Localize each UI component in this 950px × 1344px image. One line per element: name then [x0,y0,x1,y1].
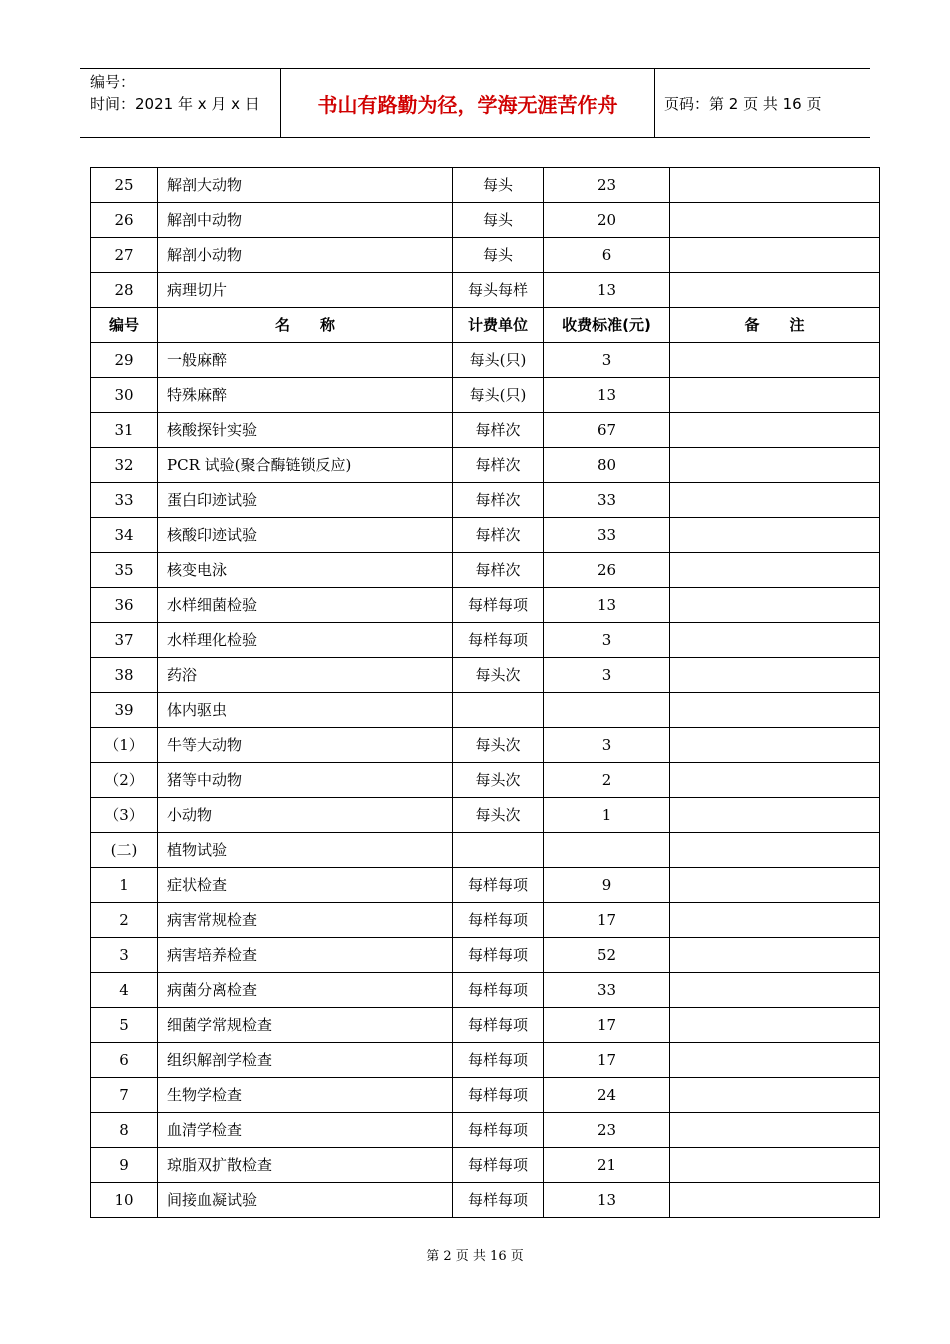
row-remark [670,728,880,763]
row-remark [670,938,880,973]
row-remark [670,798,880,833]
row-name: 血清学检查 [158,1113,453,1148]
row-fee: 23 [544,168,670,203]
table-row [91,728,880,763]
row-name: 小动物 [158,798,453,833]
column-header-row [91,308,880,343]
row-fee: 52 [544,938,670,973]
row-name: 病害培养检查 [158,938,453,973]
row-num: 1 [91,868,158,903]
row-name: 核酸探针实验 [158,413,453,448]
table-row [91,168,880,203]
row-num: 26 [91,203,158,238]
row-name: 生物学检查 [158,1078,453,1113]
row-fee: 21 [544,1148,670,1183]
table-row [91,1043,880,1078]
row-name: 蛋白印迹试验 [158,483,453,518]
table-row [91,658,880,693]
row-name: 细菌学常规检查 [158,1008,453,1043]
row-remark [670,868,880,903]
row-name: 水样理化检验 [158,623,453,658]
row-name: 牛等大动物 [158,728,453,763]
row-unit: 每头次 [453,658,544,693]
row-unit: 每样每项 [453,938,544,973]
row-fee: 13 [544,588,670,623]
table-row [91,273,880,308]
row-name: 解剖中动物 [158,203,453,238]
row-fee: 1 [544,798,670,833]
table-row [91,518,880,553]
row-name: PCR 试验(聚合酶链锁反应) [158,448,453,483]
row-remark [670,203,880,238]
row-fee: 13 [544,378,670,413]
row-num: 10 [91,1183,158,1218]
table-row [91,833,880,868]
row-name: 解剖大动物 [158,168,453,203]
row-unit: 每头次 [453,798,544,833]
row-unit: 每样次 [453,518,544,553]
table-row [91,553,880,588]
table-row [91,623,880,658]
row-remark [670,623,880,658]
row-fee: 3 [544,343,670,378]
row-name: 体内驱虫 [158,693,453,728]
row-fee: 20 [544,203,670,238]
row-num: 25 [91,168,158,203]
table-row [91,238,880,273]
table-row [91,903,880,938]
row-name: 特殊麻醉 [158,378,453,413]
row-num: （3） [91,798,158,833]
row-num: 36 [91,588,158,623]
table-row [91,973,880,1008]
row-remark [670,833,880,868]
row-unit: 每样每项 [453,1008,544,1043]
row-fee: 33 [544,518,670,553]
row-name: 症状检查 [158,868,453,903]
row-num: 32 [91,448,158,483]
row-fee: 13 [544,1183,670,1218]
row-fee: 67 [544,413,670,448]
row-name: 核变电泳 [158,553,453,588]
row-name: 病理切片 [158,273,453,308]
row-name: 一般麻醉 [158,343,453,378]
row-unit: 每头 [453,168,544,203]
col-header-remark-text: 备 注 [744,316,805,334]
row-num: 4 [91,973,158,1008]
row-fee: 9 [544,868,670,903]
page-footer: 第 2 页 共 16 页 [426,1249,524,1264]
row-fee: 17 [544,903,670,938]
col-header-fee: 收费标准(元) [544,308,670,343]
row-unit: 每样每项 [453,1148,544,1183]
header-meta [90,71,280,115]
row-remark [670,1008,880,1043]
row-num: 9 [91,1148,158,1183]
row-fee: 26 [544,553,670,588]
row-fee: 24 [544,1078,670,1113]
row-num: 7 [91,1078,158,1113]
row-remark [670,658,880,693]
table-row [91,448,880,483]
row-fee [544,693,670,728]
row-fee: 3 [544,658,670,693]
table-row [91,938,880,973]
row-remark [670,553,880,588]
row-unit: 每样次 [453,448,544,483]
row-unit: 每头次 [453,763,544,798]
row-unit: 每样次 [453,553,544,588]
table-row [91,483,880,518]
row-remark [670,483,880,518]
row-remark [670,588,880,623]
row-remark [670,378,880,413]
row-name: 组织解剖学检查 [158,1043,453,1078]
row-name: 病害常规检查 [158,903,453,938]
row-remark [670,763,880,798]
row-num: （2） [91,763,158,798]
table-row [91,203,880,238]
row-name: 核酸印迹试验 [158,518,453,553]
row-name: 间接血凝试验 [158,1183,453,1218]
row-num: 33 [91,483,158,518]
row-name: 水样细菌检验 [158,588,453,623]
row-remark [670,1113,880,1148]
row-num: 2 [91,903,158,938]
table-row [91,1008,880,1043]
row-name: 猪等中动物 [158,763,453,798]
fee-table-header [91,308,880,343]
col-header-name [158,308,453,343]
table-row [91,1078,880,1113]
row-num: 27 [91,238,158,273]
table-row [91,1148,880,1183]
header-motto: 书山有路勤为径，学海无涯苦作舟 [317,92,618,117]
row-unit: 每头(只) [453,343,544,378]
date-label: 时间：2021 年 x 月 x 日 [90,95,260,113]
row-num: 6 [91,1043,158,1078]
row-unit: 每头(只) [453,378,544,413]
row-num: 39 [91,693,158,728]
code-label: 编号： [90,73,136,91]
row-num: 35 [91,553,158,588]
col-header-remark [670,308,880,343]
row-unit: 每样每项 [453,973,544,1008]
row-remark [670,693,880,728]
row-unit: 每样每项 [453,903,544,938]
row-fee: 2 [544,763,670,798]
row-remark [670,973,880,1008]
fee-table-body-bottom [91,343,880,1218]
row-num: 3 [91,938,158,973]
col-header-name-text: 名 称 [274,316,335,334]
table-row [91,868,880,903]
row-fee [544,833,670,868]
row-num: 34 [91,518,158,553]
fee-table-body-top [91,168,880,308]
row-unit: 每样每项 [453,1043,544,1078]
row-num: (二) [91,833,158,868]
row-name: 解剖小动物 [158,238,453,273]
row-unit: 每头每样 [453,273,544,308]
header-page-info: 页码：第 2 页 共 16 页 [664,94,822,113]
row-remark [670,273,880,308]
table-row [91,763,880,798]
row-fee: 80 [544,448,670,483]
row-remark [670,343,880,378]
row-remark [670,168,880,203]
row-remark [670,1078,880,1113]
row-remark [670,903,880,938]
row-unit: 每样次 [453,483,544,518]
row-fee: 33 [544,973,670,1008]
row-num: 29 [91,343,158,378]
row-remark [670,238,880,273]
table-row [91,693,880,728]
table-row [91,1183,880,1218]
table-row [91,413,880,448]
col-header-unit: 计费单位 [453,308,544,343]
row-num: 8 [91,1113,158,1148]
row-num: 37 [91,623,158,658]
row-remark [670,413,880,448]
row-num: 31 [91,413,158,448]
row-unit: 每样每项 [453,1078,544,1113]
row-fee: 3 [544,623,670,658]
table-row [91,588,880,623]
row-unit: 每头 [453,203,544,238]
row-name: 琼脂双扩散检查 [158,1148,453,1183]
row-unit [453,833,544,868]
row-remark [670,1043,880,1078]
row-remark [670,1148,880,1183]
table-row [91,1113,880,1148]
row-fee: 23 [544,1113,670,1148]
row-unit [453,693,544,728]
row-num: 38 [91,658,158,693]
header-divider [654,69,655,137]
row-num: 5 [91,1008,158,1043]
row-unit: 每样次 [453,413,544,448]
fee-table [90,167,880,1218]
row-unit: 每样每项 [453,588,544,623]
row-unit: 每样每项 [453,1113,544,1148]
page-header [80,68,870,138]
row-unit: 每头次 [453,728,544,763]
table-row [91,798,880,833]
row-num: 30 [91,378,158,413]
row-name: 药浴 [158,658,453,693]
row-unit: 每样每项 [453,623,544,658]
row-num: （1） [91,728,158,763]
row-fee: 17 [544,1043,670,1078]
row-num: 28 [91,273,158,308]
row-unit: 每头 [453,238,544,273]
row-fee: 6 [544,238,670,273]
row-unit: 每样每项 [453,868,544,903]
row-fee: 3 [544,728,670,763]
table-row [91,343,880,378]
row-unit: 每样每项 [453,1183,544,1218]
row-name: 病菌分离检查 [158,973,453,1008]
row-remark [670,448,880,483]
row-remark [670,518,880,553]
col-header-num: 编号 [91,308,158,343]
row-fee: 13 [544,273,670,308]
row-fee: 17 [544,1008,670,1043]
row-name: 植物试验 [158,833,453,868]
table-row [91,378,880,413]
row-remark [670,1183,880,1218]
row-fee: 33 [544,483,670,518]
